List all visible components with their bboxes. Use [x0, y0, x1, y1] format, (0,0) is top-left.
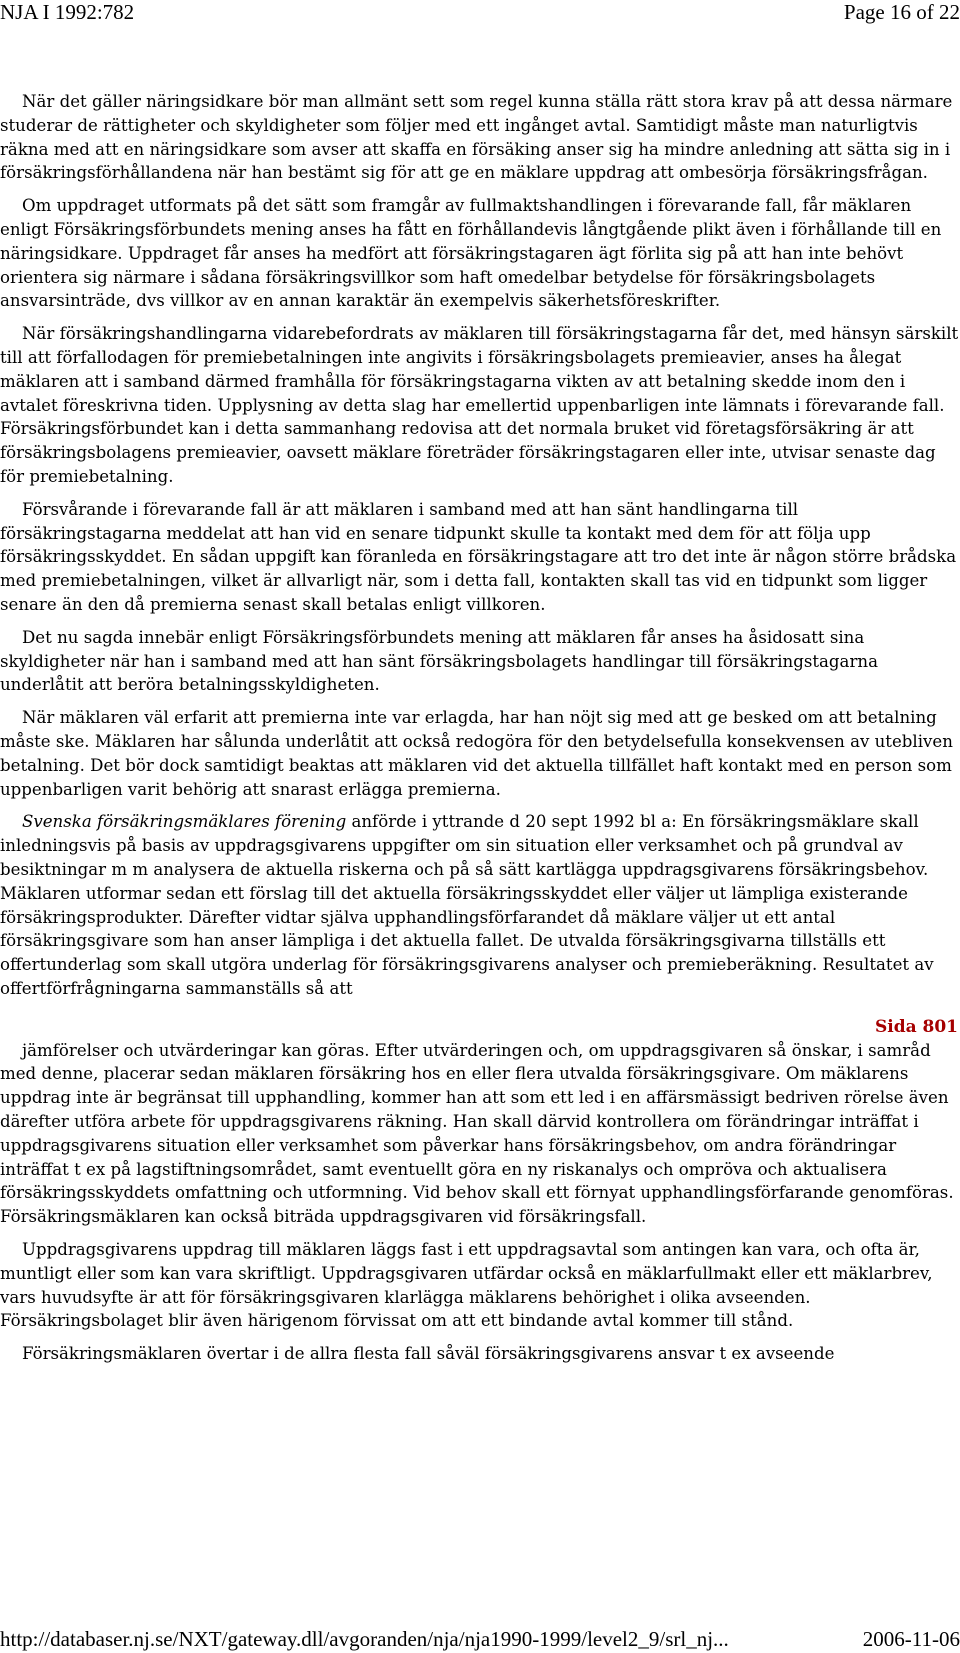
quote-text: anförde i yttrande d 20 sept 1992 bl a: En försäkringsmäklare skall inledningsvis på basis av uppdragsgivarens uppgifter om sin situation eller verksamhet och på grundval av besiktningar m m analysera de aktuella riskerna och på så sätt kartlägga uppdragsgivarens försäkringsbehov. Mäklaren utformar sedan ett förslag till det aktuella försäkringsskyddet eller väljer ut lämpliga existerande försäkringsprodukter. Därefter vidtar själva upphandlingsförfarandet då mäklare väljer ut ett antal försäkringsgivare som han anser lämpliga i det aktuella fallet. De utvalda försäkringsgivarna tillställs ett offertunderlag som skall utgöra underlag för försäkringsgivarens analyser och premieberäkning. Resultatet av offertförfrågningarna sammanställs så att: [0, 812, 934, 998]
paragraph: När det gäller näringsidkare bör man allmänt sett som regel kunna ställa rätt stora krav på att dessa närmare studerar de rättigheter och skyldigheter som följer med ett ingånget avtal. Samtidigt måste man naturligtvis räkna med att en näringsidkare som avser att skaffa en försäking anser sig ha mindre anledning att sätta sig in i försäkringsförhållandena när han bestämt sig för att ge en mäklare uppdrag att ombesörja försäkringsfrågan.: [0, 92, 953, 183]
document-title: NJA I 1992:782: [0, 0, 135, 24]
print-date: 2006-11-06: [862, 1627, 960, 1651]
page-header: [0, 0, 960, 26]
paragraph: Om uppdraget utformats på det sätt som framgår av fullmaktshandlingen i förevarande fall, får mäklaren enligt Försäkringsförbundets mening anses ha fått en förhållandevis långtgående plikt även i förhållande till en näringsidkare. Uppdraget får anses ha medfört att försäkringstagaren ägt förlita sig på att han inte behövt orientera sig närmare i sådana försäkringsvillkor som haft omedelbar betydelse för försäkringsbolagets ansvarsinträde, dvs villkor av en annan karaktär än exempelvis säkerhetsföreskrifter.: [0, 196, 942, 311]
paragraph: När mäklaren väl erfarit att premierna inte var erlagda, har han nöjt sig med att ge besked om att betalning måste ske. Mäklaren har sålunda underlåtit att också redogöra för den betydelsefulla konsekvensen av utebliven betalning. Det bör dock samtidigt beaktas att mäklaren vid det aktuella tillfället haft kontakt med en person som uppenbarligen varit behörig att snarast erlägga premierna.: [0, 708, 953, 799]
paragraph: När försäkringshandlingarna vidarebefordrats av mäklaren till försäkringstagarna får det, med hänsyn särskilt till att förfallodagen för premiebetalningen inte angivits i försäkringsbolagets premieavier, anses ha ålegat mäklaren att i samband därmed framhålla för försäkringstagarna vikten av att betalning skedde inom den i avtalet föreskrivna tiden. Upplysning av detta slag har emellertid uppenbarligen inte lämnats i förevarande fall. Försäkringsförbundet kan i detta sammanhang redovisa att det normala bruket vid företagsförsäkring är att försäkringsbolagens premieavier, oavsett mäklare företräder försäkringstagaren eller inte, utvisar senaste dag för premiebetalning.: [0, 324, 959, 486]
paragraph: jämförelser och utvärderingar kan göras. Efter utvärderingen och, om uppdragsgivaren så önskar, i samråd med denne, placerar sedan mäklaren försäkring hos en eller flera utvalda försäkringsgivare. Om mäklarens uppdrag inte är begränsat till upphandling, kommer han att som ett led i en affärsmässigt bedriven rörelse även därefter utföra arbete för uppdragsgivarens räkning. Han skall därvid kontrollera om förändringar inträffat i uppdragsgivarens situation eller verksamhet som påverkar hans försäkringsbehov, om andra förändringar inträffat t ex på lagstiftningsområdet, samt eventuellt göra en ny riskanalys och ompröva och aktualisera försäkringsskyddets omfattning och utformning. Vid behov skall ett förnyat upphandlingsförfarande genomföras. Försäkringsmäklaren kan också biträda uppdragsgivaren vid försäkringsfall.: [0, 1040, 954, 1227]
paragraph: Uppdragsgivarens uppdrag till mäklaren läggs fast i ett uppdragsavtal som antingen kan vara, och ofta är, muntligt eller som kan vara skriftligt. Uppdragsgivaren utfärdar också en mäklarfullmakt eller ett mäklarbrev, vars huvudsyfte är att för försäkringsgivaren klarlägga mäklarens behörighet i olika avseenden. Försäkringsbolaget blir även härigenom förvissat om att ett bindande avtal kommer till stånd.: [0, 1240, 933, 1331]
paragraph: Försvårande i förevarande fall är att mäklaren i samband med att han sänt handlingarna till försäkringstagarna meddelat att han vid en senare tidpunkt skulle ta kontakt med dem för att följa upp försäkringsskyddet. En sådan uppgift kan föranleda en försäkringstagare att tro det inte är någon större brådska med premiebetalningen, vilket är allvarligt när, som i detta fall, kontakten skall tas vid en tidpunkt som ligger senare än den då premierna senast skall betalas enligt villkoren.: [0, 499, 957, 614]
page-number: Page 16 of 22: [843, 0, 960, 24]
quote-paragraph: [0, 810, 960, 1000]
organization-name: Svenska försäkringsmäklares förening: [22, 812, 347, 832]
page-marker: Sida 801: [874, 1016, 958, 1037]
paragraph: Det nu sagda innebär enligt Försäkringsförbundets mening att mäklaren får anses ha åsidosatt sina skyldigheter när han i samband med att han sänt försäkringsbolagets handlingar till försäkringstagarna underlåtit att beröra betalningsskyldigheten.: [0, 627, 878, 695]
paragraph: Försäkringsmäklaren övertar i de allra flesta fall såväl försäkringsgivarens ansvar t ex avseende: [22, 1344, 835, 1364]
source-url: http://databaser.nj.se/NXT/gateway.dll/avgoranden/nja/nja1990-1999/level2_9/srl_nj...: [0, 1627, 729, 1651]
document-body: [0, 90, 960, 1375]
page-footer: [0, 1627, 960, 1653]
